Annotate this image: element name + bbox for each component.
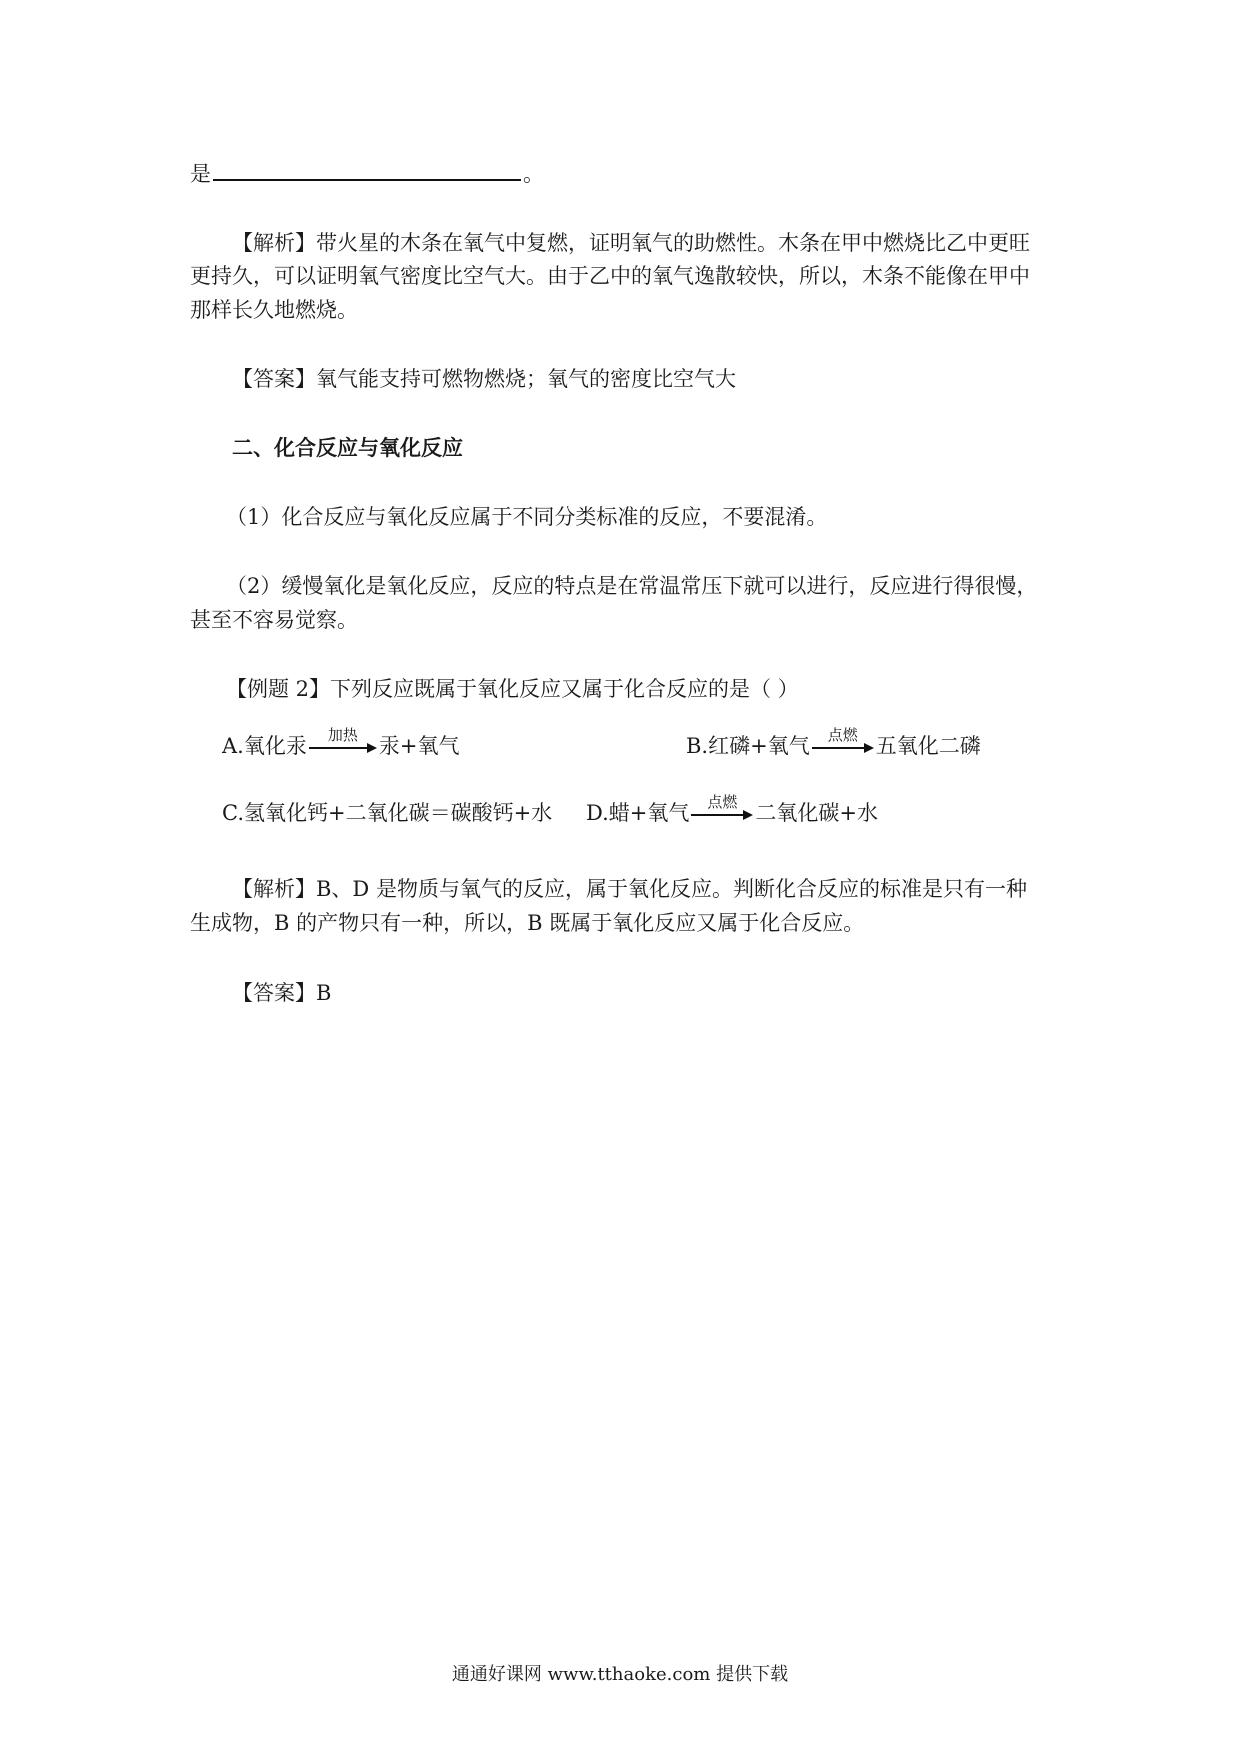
reaction-arrow <box>691 792 753 821</box>
point1: （1）化合反应与氧化反应属于不同分类标准的反应，不要混淆。 <box>226 505 828 529</box>
answer1: 【答案】氧气能支持可燃物燃烧；氧气的密度比空气大 <box>232 367 736 391</box>
analysis1-line2: 更持久，可以证明氧气密度比空气大。由于乙中的氧气逸散较快，所以，木条不能像在甲中 <box>190 264 1030 288</box>
question-fill-line: 是 。 <box>190 162 544 186</box>
analysis2-line2: 生成物，B 的产物只有一种，所以，B 既属于氧化反应又属于化合反应。 <box>190 911 865 935</box>
reaction-condition: 加热 <box>327 725 358 744</box>
reaction-condition: 点燃 <box>707 792 738 811</box>
option-b: B.红磷+氧气 点燃 五氧化二磷 <box>686 725 981 758</box>
analysis1-line3: 那样长久地燃烧。 <box>190 298 358 322</box>
section-heading: 二、化合反应与氧化反应 <box>232 435 463 460</box>
analysis1-line1: 【解析】带火星的木条在氧气中复燃，证明氧气的助燃性。木条在甲中燃烧比乙中更旺 <box>232 231 1030 255</box>
point2-line1: （2）缓慢氧化是氧化反应，反应的特点是在常温常压下就可以进行，反应进行得很慢， <box>226 574 1038 598</box>
reaction-condition: 点燃 <box>827 725 858 744</box>
reaction-arrow <box>309 725 377 754</box>
option-a: A.氧化汞 加热 汞+氧气 <box>222 725 460 758</box>
footer <box>0 1660 1240 1686</box>
analysis2-line1: 【解析】B、D 是物质与氧气的反应，属于氧化反应。判断化合反应的标准是只有一种 <box>232 877 1027 901</box>
option-c: C.氢氧化钙+二氧化碳＝碳酸钙+水 <box>222 801 553 825</box>
answer2: 【答案】B <box>232 981 332 1005</box>
answer-blank[interactable] <box>213 161 521 181</box>
example2-question: 【例题 2】下列反应既属于氧化反应又属于化合反应的是（ ） <box>226 677 799 701</box>
reaction-arrow <box>812 725 874 754</box>
point2-line2: 甚至不容易觉察。 <box>190 608 358 632</box>
footer-text: 通通好课网 www.tthaoke.com 提供下载 <box>451 1664 789 1685</box>
option-d: D.蜡+氧气 点燃 二氧化碳+水 <box>586 792 878 825</box>
